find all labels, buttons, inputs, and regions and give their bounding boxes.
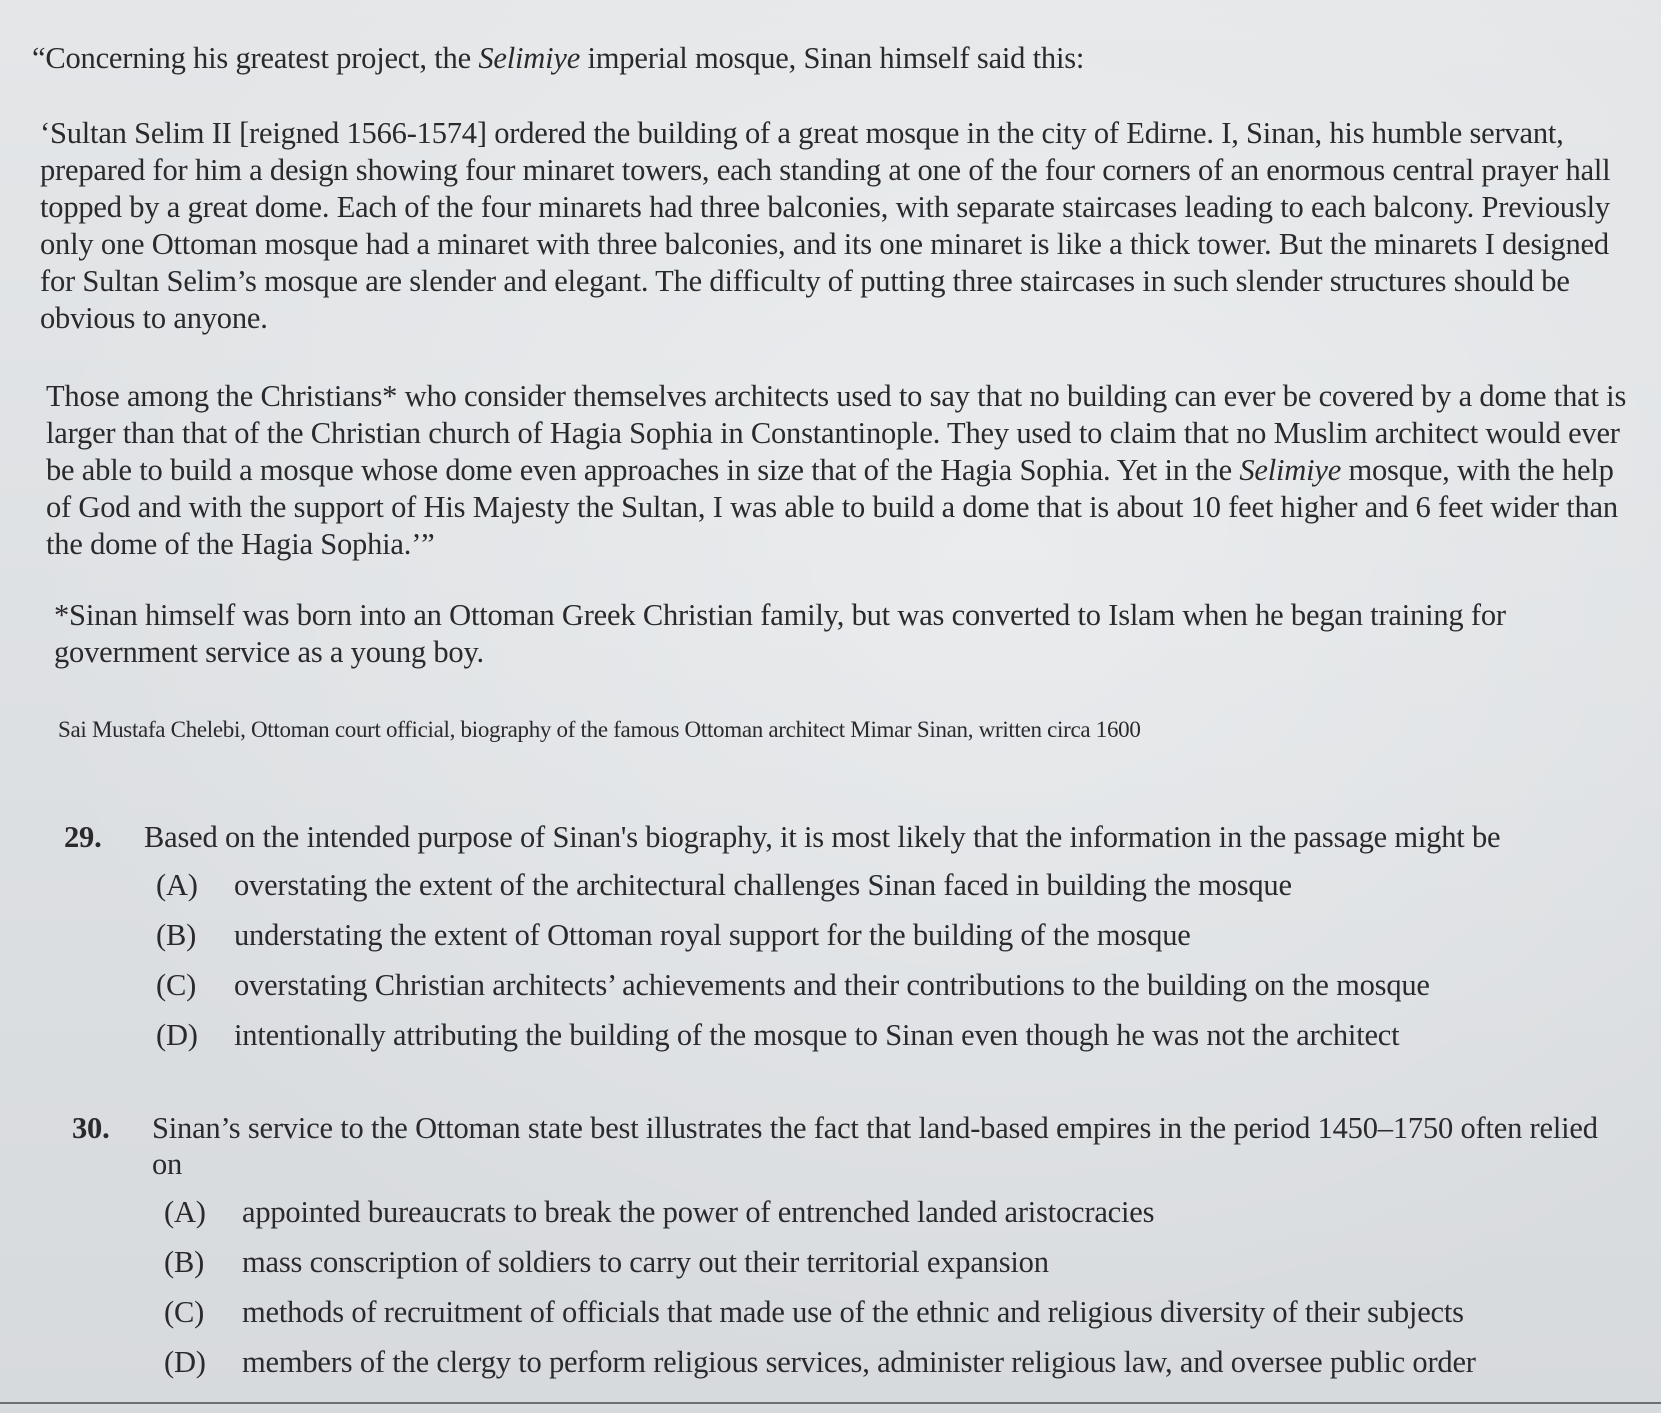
question-29 [64, 819, 1624, 1067]
option-letter: (A) [164, 1195, 206, 1229]
source-citation: Sai Mustafa Chelebi, Ottoman court official, biography of the famous Ottoman architect Mimar Sinan, written circa 1600 [58, 717, 1141, 742]
option-letter: (A) [156, 868, 198, 902]
option-text: overstating Christian architects’ achievements and their contributions to the building on the mosque [234, 968, 1430, 1002]
bottom-rule [0, 1402, 1661, 1404]
intro-text-after: imperial mosque, Sinan himself said this: [580, 41, 1085, 75]
option-30-d[interactable] [164, 1344, 1632, 1394]
answer-options [156, 867, 1624, 1067]
passage-intro [32, 40, 1632, 77]
option-29-b[interactable] [156, 917, 1624, 967]
option-text: mass conscription of soldiers to carry out their territorial expansion [242, 1245, 1049, 1279]
option-30-a[interactable] [164, 1194, 1632, 1244]
option-letter: (B) [156, 918, 197, 952]
option-30-c[interactable] [164, 1294, 1632, 1344]
option-29-c[interactable] [156, 967, 1624, 1017]
question-29-header [64, 819, 1624, 855]
option-text: overstating the extent of the architectural challenges Sinan faced in building the mosque [234, 868, 1292, 902]
quote-paragraph-2 [46, 378, 1646, 563]
option-text: understating the extent of Ottoman royal support for the building of the mosque [234, 918, 1191, 952]
intro-text-before: “Concerning his greatest project, the [32, 41, 479, 75]
quote2-text-after: mosque, with the help of God and with the support of His Majesty the Sultan, I was able to build a dome that is about 10 feet higher and 6 feet wider than the dome of the Hagia Sophia.’” [46, 453, 1618, 561]
footnote: *Sinan himself was born into an Ottoman Greek Christian family, but was converted to Islam when he began training for government service as a young boy. [54, 598, 1506, 669]
option-text: members of the clergy to perform religious services, administer religious law, and oversee public order [242, 1345, 1476, 1379]
option-letter: (C) [156, 968, 197, 1002]
question-30 [72, 1110, 1632, 1394]
option-letter: (D) [156, 1018, 198, 1052]
quote2-text-before: Those among the Christians* who consider themselves architects used to say that no building can ever be covered by a dome that is larger than that of the Christian church of Hagia Sophia in Constantinople. They used to claim that no Muslim architect would ever be able to build a mosque whose dome even approaches in size that of the Hagia Sophia. Yet in the [46, 379, 1627, 487]
option-29-d[interactable] [156, 1017, 1624, 1067]
option-letter: (B) [164, 1245, 205, 1279]
answer-options [164, 1194, 1632, 1394]
option-letter: (D) [164, 1345, 206, 1379]
question-number: 29. [64, 820, 102, 854]
option-30-b[interactable] [164, 1244, 1632, 1294]
option-29-a[interactable] [156, 867, 1624, 917]
question-stem: Sinan’s service to the Ottoman state best illustrates the fact that land-based empires in the period 1450–1750 often relied on [152, 1111, 1598, 1181]
quote2-italic-selimiye: Selimiye [1239, 453, 1342, 487]
quote-paragraph-1: ‘Sultan Selim II [reigned 1566-1574] ordered the building of a great mosque in the city of Edirne. I, Sinan, his humble servant, prepared for him a design showing four minaret towers, each standing at one of the four corners of an enormous central prayer hall topped by a great dome. Each of the four minarets had three balconies, with separate staircases leading to each balcony. Previously only one Ottoman mosque had a minaret with three balconies, and its one minaret is like a thick tower. But the minarets I designed for Sultan Selim’s mosque are slender and elegant. The difficulty of putting three staircases in such slender structures should be obvious to anyone. [40, 116, 1611, 335]
question-stem: Based on the intended purpose of Sinan's biography, it is most likely that the information in the passage might be [144, 820, 1501, 854]
option-text: appointed bureaucrats to break the power of entrenched landed aristocracies [242, 1195, 1155, 1229]
option-text: intentionally attributing the building of the mosque to Sinan even though he was not the architect [234, 1018, 1400, 1052]
option-letter: (C) [164, 1295, 205, 1329]
option-text: methods of recruitment of officials that made use of the ethnic and religious diversity of their subjects [242, 1295, 1464, 1329]
question-number: 30. [72, 1111, 110, 1145]
question-30-header [72, 1110, 1632, 1182]
intro-italic-selimiye: Selimiye [478, 41, 581, 75]
